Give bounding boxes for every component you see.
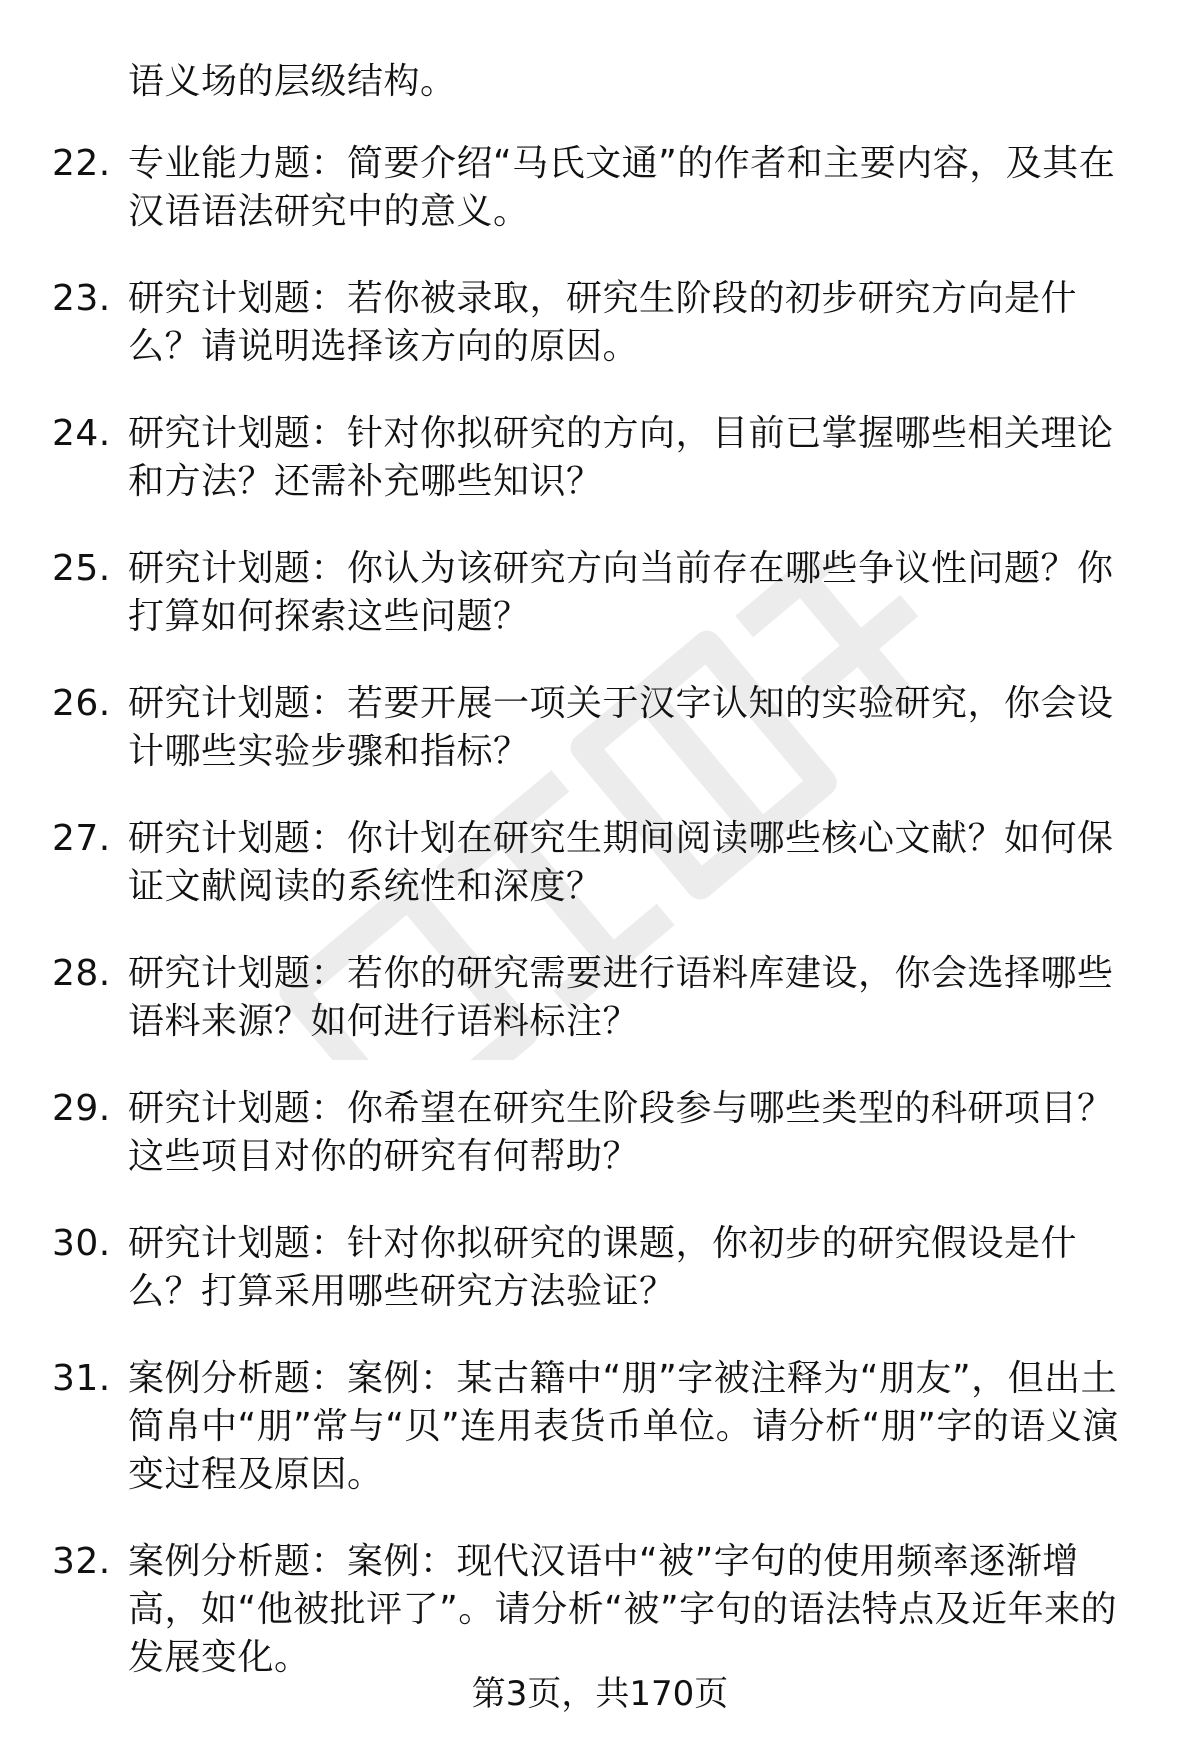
question-number: 31. [52,1358,111,1399]
question-item [0,815,1138,911]
page-footer: 第3页，共170页 [471,1674,729,1714]
question-item [0,1220,1138,1316]
question-text: 案例分析题：案例：现代汉语中“被”字句的使用频率逐渐增高，如“他被批评了”。请分析“被”字句的语法特点及近年来的发展变化。 [128,1541,1118,1678]
question-item [0,275,1138,371]
question-number: 30. [52,1223,111,1264]
question-text: 研究计划题：若你的研究需要进行语料库建设，你会选择哪些语料来源？如何进行语料标注？ [128,953,1114,1042]
question-item [0,1355,1138,1499]
question-text: 研究计划题：针对你拟研究的课题，你初步的研究假设是什么？打算采用哪些研究方法验证？ [128,1223,1078,1312]
question-number: 32. [52,1541,111,1582]
continuation-text: 语义场的层级结构。 [128,61,457,102]
question-number: 26. [52,683,111,724]
question-text: 研究计划题：你认为该研究方向当前存在哪些争议性问题？你打算如何探索这些问题？ [128,548,1114,637]
question-number: 29. [52,1088,111,1129]
question-item [0,950,1138,1046]
question-text: 研究计划题：你计划在研究生期间阅读哪些核心文献？如何保证文献阅读的系统性和深度？ [128,818,1114,907]
question-text: 案例分析题：案例：某古籍中“朋”字被注释为“朋友”，但出土简帛中“朋”常与“贝”连用表货币单位。请分析“朋”字的语义演变过程及原因。 [128,1358,1119,1495]
question-number: 24. [52,413,111,454]
question-list [0,140,1200,1721]
question-item [0,1538,1138,1682]
question-item [0,140,1138,236]
question-text: 研究计划题：若要开展一项关于汉字认知的实验研究，你会设计哪些实验步骤和指标？ [128,683,1114,772]
question-text: 研究计划题：你希望在研究生阶段参与哪些类型的科研项目？这些项目对你的研究有何帮助？ [128,1088,1114,1177]
question-item [0,545,1138,641]
question-item [0,680,1138,776]
question-number: 28. [52,953,111,994]
question-text: 专业能力题：简要介绍“马氏文通”的作者和主要内容，及其在汉语语法研究中的意义。 [128,143,1116,232]
question-number: 25. [52,548,111,589]
question-item [0,1085,1138,1181]
question-text: 研究计划题：针对你拟研究的方向，目前已掌握哪些相关理论和方法？还需补充哪些知识？ [128,413,1114,502]
question-text: 研究计划题：若你被录取，研究生阶段的初步研究方向是什么？请说明选择该方向的原因。 [128,278,1078,367]
question-item [0,410,1138,506]
question-number: 22. [52,143,111,184]
question-number: 23. [52,278,111,319]
question-number: 27. [52,818,111,859]
